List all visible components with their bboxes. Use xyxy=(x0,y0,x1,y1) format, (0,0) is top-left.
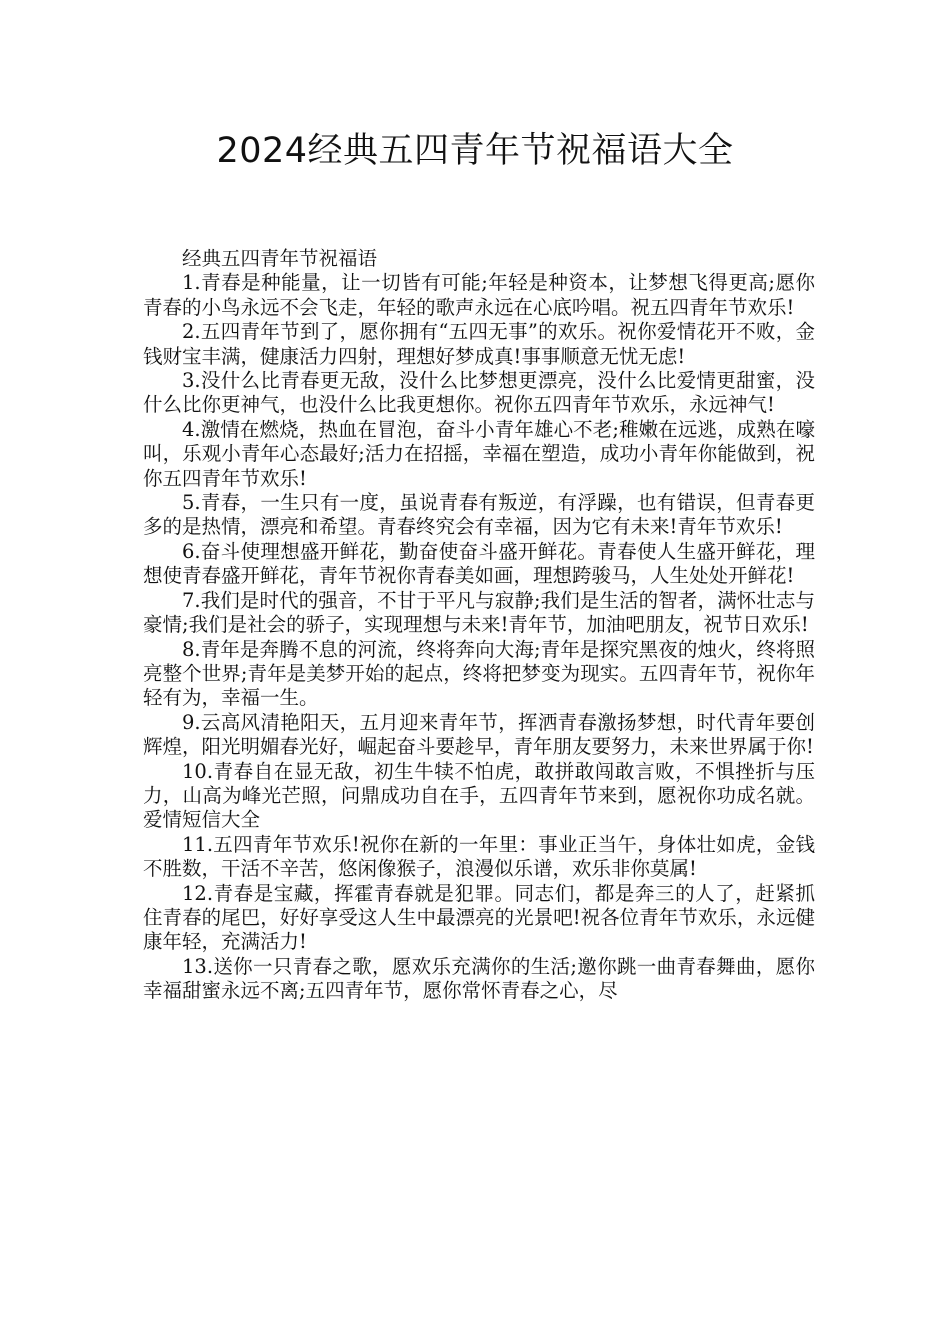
paragraph-10: 10.青春自在显无敌，初生牛犊不怕虎，敢拼敢闯敢言败，不惧挫折与压力，山高为峰光芒照，问鼎成功自在手，五四青年节来到，愿祝你功成名就。爱情短信大全 xyxy=(143,759,815,832)
paragraph-12: 12.青春是宝藏，挥霍青春就是犯罪。同志们，都是奔三的人了，赶紧抓住青春的尾巴，好好享受这人生中最漂亮的光景吧!祝各位青年节欢乐，永远健康年轻，充满活力! xyxy=(143,881,815,954)
paragraph-11: 11.五四青年节欢乐!祝你在新的一年里：事业正当午，身体壮如虎，金钱不胜数，干活不辛苦，悠闲像猴子，浪漫似乐谱，欢乐非你莫属! xyxy=(143,832,815,881)
paragraph-9: 9.云高风清艳阳天，五月迎来青年节，挥洒青春激扬梦想，时代青年要创辉煌，阳光明媚春光好，崛起奋斗要趁早，青年朋友要努力，未来世界属于你! xyxy=(143,710,815,759)
paragraph-4: 4.激情在燃烧，热血在冒泡，奋斗小青年雄心不老;稚嫩在远逃，成熟在嚎叫，乐观小青年心态最好;活力在招摇，幸福在塑造，成功小青年你能做到，祝你五四青年节欢乐! xyxy=(143,417,815,490)
paragraph-8: 8.青年是奔腾不息的河流，终将奔向大海;青年是探究黑夜的烛火，终将照亮整个世界;青年是美梦开始的起点，终将把梦变为现实。五四青年节，祝你年轻有为，幸福一生。 xyxy=(143,637,815,710)
document-title: 2024经典五四青年节祝福语大全 xyxy=(216,131,734,171)
paragraph-3: 3.没什么比青春更无敌，没什么比梦想更漂亮，没什么比爱情更甜蜜，没什么比你更神气，也没什么比我更想你。祝你五四青年节欢乐，永远神气! xyxy=(143,369,815,417)
paragraph-13: 13.送你一只青春之歌，愿欢乐充满你的生活;邀你跳一曲青春舞曲，愿你幸福甜蜜永远不离;五四青年节，愿你常怀青春之心，尽 xyxy=(143,954,815,1003)
paragraph-2: 2.五四青年节到了，愿你拥有“五四无事”的欢乐。祝你爱情花开不败，金钱财宝丰满，健康活力四射，理想好梦成真!事事顺意无忧无虑! xyxy=(143,320,815,368)
paragraph-7: 7.我们是时代的强音，不甘于平凡与寂静;我们是生活的智者，满怀壮志与豪情;我们是社会的骄子，实现理想与未来!青年节，加油吧朋友，祝节日欢乐! xyxy=(143,588,815,637)
document-body xyxy=(143,247,815,1004)
paragraph-6: 6.奋斗使理想盛开鲜花，勤奋使奋斗盛开鲜花。青春使人生盛开鲜花，理想使青春盛开鲜花，青年节祝你青春美如画，理想跨骏马，人生处处开鲜花! xyxy=(143,539,815,588)
paragraph-1: 1.青春是种能量，让一切皆有可能;年轻是种资本，让梦想飞得更高;愿你青春的小鸟永远不会飞走，年轻的歌声永远在心底吟唱。祝五四青年节欢乐! xyxy=(143,271,815,319)
section-heading: 经典五四青年节祝福语 xyxy=(182,247,378,270)
paragraph-5: 5.青春，一生只有一度，虽说青春有叛逆，有浮躁，也有错误，但青春更多的是热情，漂亮和希望。青春终究会有幸福，因为它有未来!青年节欢乐! xyxy=(143,491,815,539)
